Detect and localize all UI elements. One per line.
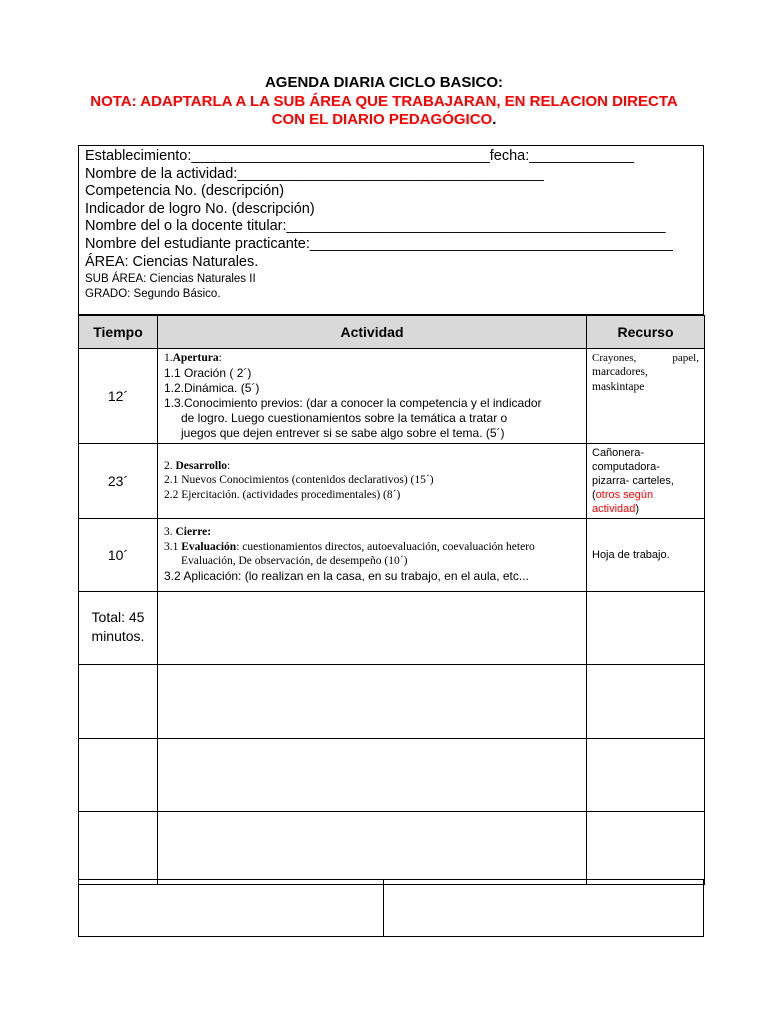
activity-line: Evaluación, De observación, de desempeño (10´) (181, 555, 408, 568)
activity-heading: 2. Desarrollo: (164, 459, 231, 472)
agenda-table (78, 315, 705, 885)
table-row (79, 443, 705, 518)
empty-cell (587, 738, 705, 811)
bottom-divider (383, 880, 384, 936)
table-row (79, 811, 705, 884)
adaptation-note (0, 93, 768, 129)
column-header-recurso: Recurso (587, 316, 705, 349)
recurso-cell (587, 443, 705, 518)
empty-cell (79, 738, 158, 811)
empty-cell (79, 664, 158, 738)
actividad-cell (158, 518, 587, 591)
note-line-2: CON EL DIARIO PEDAGÓGICO (271, 111, 493, 128)
grado-field: GRADO: Segundo Básico. (85, 288, 221, 301)
tiempo-cell: 12´ (79, 349, 158, 444)
total-cell: Total: 45 minutos. (79, 591, 158, 664)
table-row (79, 591, 705, 664)
sub-area-field: SUB ÁREA: Ciencias Naturales II (85, 273, 256, 286)
bottom-box (78, 879, 704, 937)
recurso-line: computadora- (592, 460, 660, 473)
recurso-line: actividad) (592, 502, 640, 515)
table-row (79, 518, 705, 591)
competencia-field: Competencia No. (descripción) (85, 183, 285, 200)
empty-cell (158, 664, 587, 738)
recurso-line: Cañonera- (592, 446, 644, 459)
nombre-actividad-field: Nombre de la actividad:______________________________________ (85, 165, 544, 182)
recurso-line: marcadores, (592, 366, 648, 378)
table-row (79, 349, 705, 444)
activity-line: 1.2.Dinámica. (5´) (164, 380, 260, 395)
empty-cell (587, 591, 705, 664)
empty-cell (79, 811, 158, 884)
recurso-cell (587, 518, 705, 591)
indicador-field: Indicador de logro No. (descripción) (85, 200, 315, 217)
recurso-line: Hoja de trabajo. (592, 548, 670, 561)
table-row (79, 738, 705, 811)
table-row (79, 664, 705, 738)
activity-line: 1.1 Oración ( 2´) (164, 365, 252, 380)
activity-line: juegos que dejen entrever si se sabe algo sobre el tema. (5´) (181, 425, 505, 440)
empty-cell (158, 738, 587, 811)
establecimiento-field: Establecimiento:_____________________________________fecha:_____________ (85, 148, 635, 164)
docente-field: Nombre del o la docente titular:_______________________________________________ (85, 218, 666, 235)
empty-cell (158, 591, 587, 664)
empty-cell (158, 811, 587, 884)
empty-cell (587, 664, 705, 738)
actividad-cell (158, 349, 587, 444)
recurso-line: Crayones, papel, (592, 352, 699, 364)
tiempo-cell: 10´ (79, 518, 158, 591)
recurso-line: maskintape (592, 380, 645, 393)
activity-heading: 3. Cierre: (164, 526, 212, 539)
estudiante-field: Nombre del estudiante practicante:_____________________________________________ (85, 235, 673, 252)
column-header-actividad: Actividad (158, 316, 587, 349)
table-header-row (79, 316, 705, 349)
recurso-line: (otros según (592, 488, 654, 501)
activity-line: de logro. Luego cuestionamientos sobre la temática a tratar o (181, 410, 508, 425)
activity-heading: 1.Apertura: (164, 352, 222, 364)
recurso-line: pizarra- carteles, (592, 474, 674, 487)
note-line-1: NOTA: ADAPTARLA A LA SUB ÁREA QUE TRABAJARAN, EN RELACION DIRECTA (90, 93, 678, 110)
note-period: . (492, 111, 497, 128)
column-header-tiempo: Tiempo (79, 316, 158, 349)
header-info-box (78, 145, 704, 315)
activity-line: 3.1 Evaluación: cuestionamientos directos, autoevaluación, coevaluación hetero (164, 540, 535, 553)
activity-line: 2.2 Ejercitación. (actividades procedimentales) (8´) (164, 488, 401, 501)
agenda-title: AGENDA DIARIA CICLO BASICO: (264, 74, 504, 91)
activity-line: 1.3.Conocimiento previos: (dar a conocer la competencia y el indicador (164, 395, 542, 410)
area-field: ÁREA: Ciencias Naturales. (85, 253, 259, 270)
recurso-cell (587, 349, 705, 444)
activity-line: 3.2 Aplicación: (lo realizan en la casa, en su trabajo, en el aula, etc... (164, 568, 529, 583)
empty-cell (587, 811, 705, 884)
actividad-cell (158, 443, 587, 518)
tiempo-cell: 23´ (79, 443, 158, 518)
activity-line: 2.1 Nuevos Conocimientos (contenidos declarativos) (15´) (164, 474, 434, 487)
